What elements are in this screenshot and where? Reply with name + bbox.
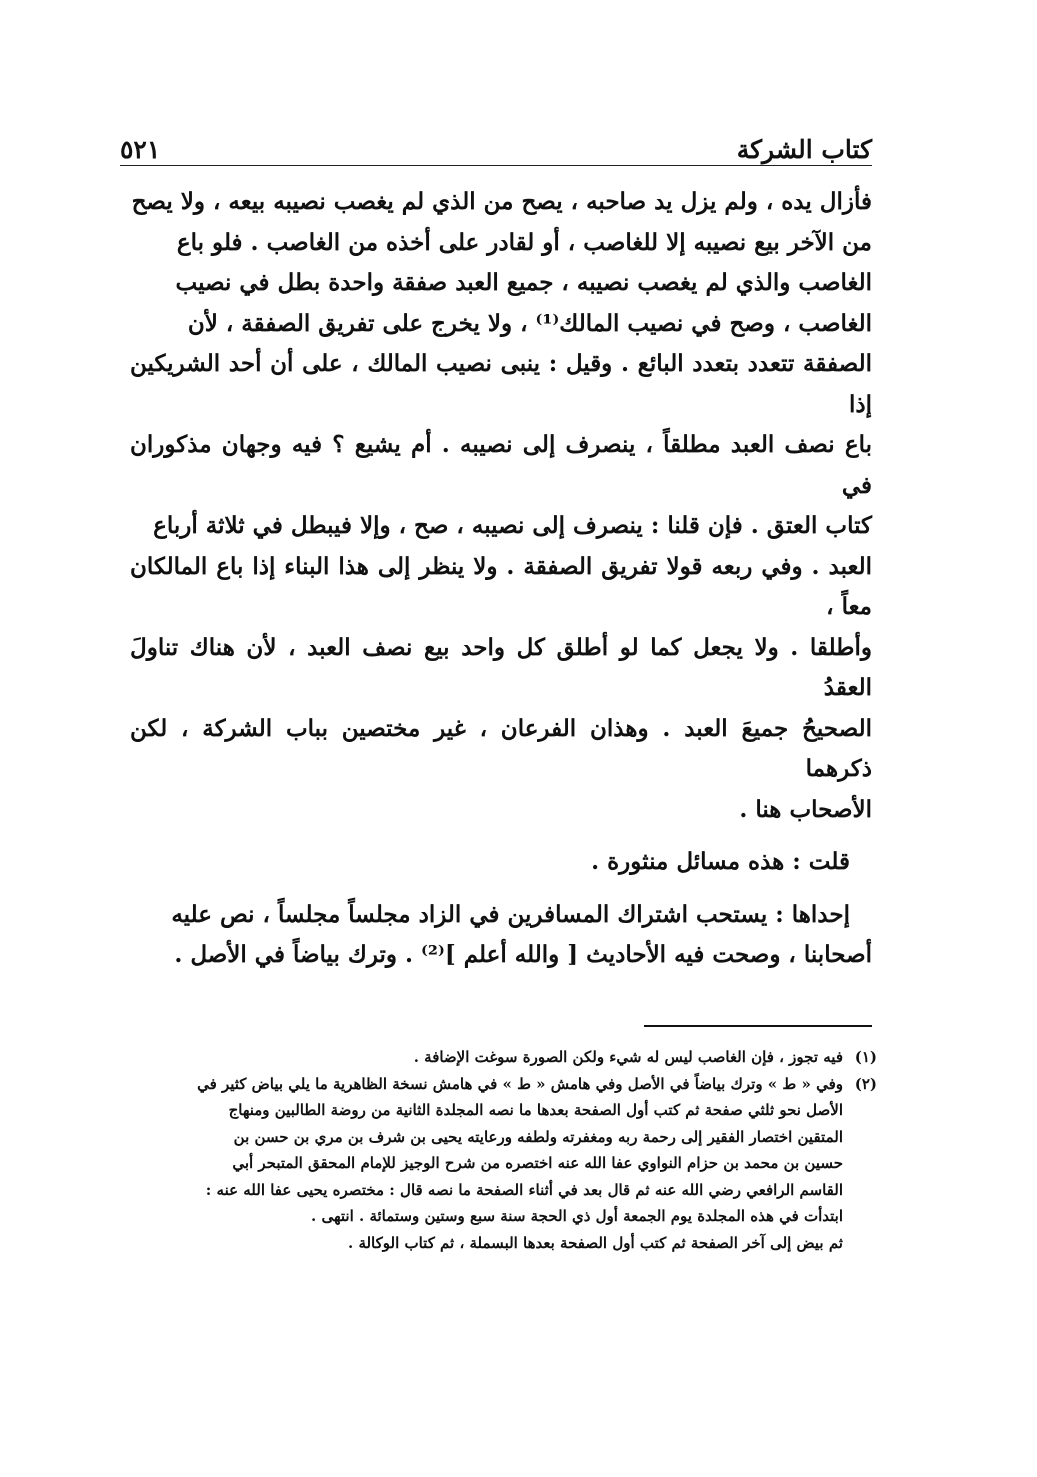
body-line: الصحيحُ جميعَ العبد . وهذان الفرعان ، غير مختصين بباب الشركة ، لكن ذكرهما [130, 714, 872, 782]
body-line: الغاصب ، وصح في نصيب المالك⁽¹⁾ ، ولا يخرج على تفريق الصفقة ، لأن [187, 309, 872, 337]
main-text [130, 182, 872, 976]
footnote-line: فيه تجوز ، فإن الغاصب ليس له شيء ولكن الصورة سوغت الإضافة . [413, 1048, 843, 1066]
body-line: وأطلقا . ولا يجعل كما لو أطلق كل واحد بيع نصف العبد ، لأن هناك تناولَ العقدُ [130, 633, 872, 701]
paragraph-text: هذه مسائل منثورة . [591, 848, 793, 875]
body-line: من الآخر بيع نصيبه إلا للغاصب ، أو لقادر على أخذه من الغاصب . فلو باع [176, 228, 872, 256]
header-rule [120, 165, 872, 166]
footnote-line: وفي « ط » وترك بياضاً في الأصل وفي هامش « ط » في هامش نسخة الظاهرية ما يلي بياض كثير في [197, 1074, 843, 1093]
footnote-line: ابتدأت في هذه المجلدة يوم الجمعة أول ذي الحجة سنة سبع وستين وستمائة . انتهى . [311, 1207, 843, 1225]
body-line: الغاصب والذي لم يغصب نصيبه ، جميع العبد صفقة واحدة بطل في نصيب [175, 269, 872, 296]
footnote-1 [128, 1044, 877, 1071]
paragraph-first-issue [130, 895, 872, 936]
footnote-number: (١) [854, 1048, 877, 1066]
paragraph-lead: إحداها : [775, 900, 850, 928]
body-line: الأصحاب هنا . [739, 795, 872, 823]
footnote-line: حسين بن محمد بن حزام النواوي عفا الله عنه اختصره من شرح الوجيز للإمام المحقق المتبحر أبي [232, 1154, 843, 1172]
running-title: كتاب الشركة [736, 135, 872, 164]
body-line: العبد . وفي ربعه قولا تفريق الصفقة . ولا ينظر إلى هذا البناء إذا باع المالكان معاً ، [130, 552, 872, 620]
footnotes [128, 1044, 877, 1256]
paragraph-lead: قلت : [792, 848, 850, 875]
footnote-text [128, 1071, 843, 1257]
page-header [120, 120, 872, 164]
body-line: الصفقة تتعدد بتعدد البائع . وقيل : ينبى نصيب المالك ، على أن أحد الشريكين إذا [130, 350, 872, 418]
footnote-line: المتقين اختصار الفقير إلى رحمة ربه ومغفرته ولطفه ورعايته يحيى بن شرف بن مري بن حسن بن [233, 1127, 843, 1146]
paragraph-qult [130, 842, 872, 883]
footnote-line: ثم بيض إلى آخر الصفحة ثم كتب أول الصفحة بعدها البسملة ، ثم كتاب الوكالة . [348, 1233, 843, 1252]
paragraph-text: يستحب اشتراك المسافرين في الزاد مجلساً مجلساً ، نص عليه [171, 900, 776, 928]
footnote-rule [644, 1025, 872, 1027]
footnote-text [128, 1044, 843, 1071]
page-number: ٥٢١ [120, 135, 161, 164]
body-line: أصحابنا ، وصحت فيه الأحاديث [ والله أعلم ]⁽²⁾ . وترك بياضاً في الأصل . [174, 941, 872, 968]
body-line: كتاب العتق . فإن قلنا : ينصرف إلى نصيبه ، صح ، وإلا فيبطل في ثلاثة أرباع [153, 512, 872, 539]
footnote-line: الأصل نحو ثلثي صفحة ثم كتب أول الصفحة بعدها ما نصه المجلدة الثانية من روضة الطالبين ومنهاج [228, 1101, 843, 1119]
footnote-2 [128, 1071, 877, 1257]
footnote-number: (٢) [854, 1074, 877, 1093]
body-line: فأزال يده ، ولم يزل يد صاحبه ، يصح من الذي لم يغصب نصيبه بيعه ، ولا يصح [131, 188, 872, 215]
footnote-line: القاسم الرافعي رضي الله عنه ثم قال بعد في أثناء الصفحة ما نصه قال : مختصره يحيى عفا الله عنه : [205, 1180, 843, 1199]
body-line: باع نصف العبد مطلقاً ، ينصرف إلى نصيبه . أم يشيع ؟ فيه وجهان مذكوران في [130, 431, 872, 499]
